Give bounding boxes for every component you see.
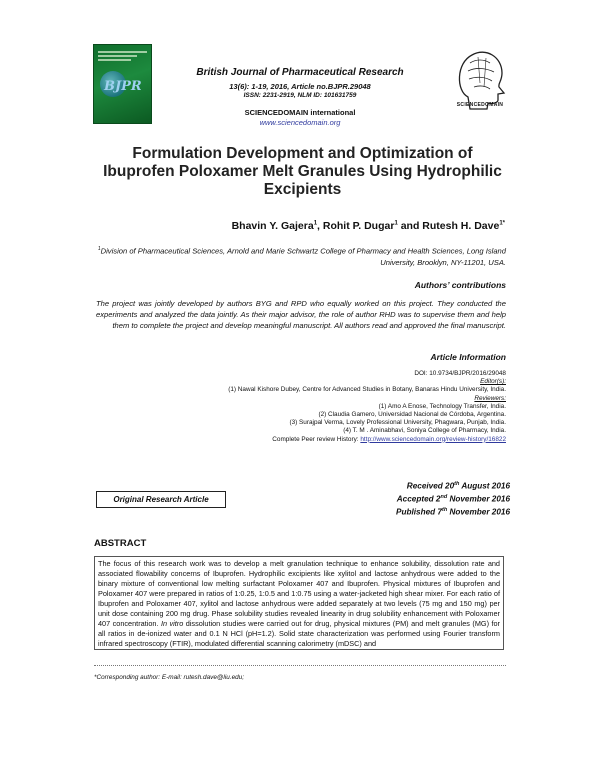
review-history-link[interactable]: http://www.sciencedomain.org/review-history/16822 xyxy=(360,435,506,443)
review-history: Complete Peer review History: http://www.sciencedomain.org/review-history/16822 xyxy=(272,435,506,443)
publisher-url[interactable]: www.sciencedomain.org xyxy=(259,118,341,127)
author-name: Bhavin Y. Gajera xyxy=(231,220,314,232)
author-name: Rutesh H. Dave xyxy=(422,220,500,232)
editor-label: Editor(s): xyxy=(480,378,506,386)
article-dates xyxy=(330,479,510,519)
abstract-heading: ABSTRACT xyxy=(94,538,147,549)
author-list: Bhavin Y. Gajera$^1$, Rohit P. Dugar$^1$ and Rutesh H. Dave$^{1*}$ xyxy=(231,220,505,232)
reviewer: (4) T. M . Aminabhavi, Soniya College of Pharmacy, India. xyxy=(343,427,506,435)
doi: DOI: 10.9734/BJPR/2016/29048 xyxy=(414,370,506,377)
author-affiliation: $^1$Division of Pharmaceutical Sciences, Arnold and Marie Schwartz College of Pharmacy and Health Sciences, Long Island University, Brooklyn, NY-11201, USA. xyxy=(97,246,506,267)
article-type-badge: Original Research Article xyxy=(96,491,226,508)
reviewer: (1) Amo A Enose, Technology Transfer, India. xyxy=(378,402,506,410)
publisher-name: SCIENCEDOMAIN international xyxy=(244,108,356,117)
author-name: Rohit P. Dugar xyxy=(322,220,395,232)
journal-name: British Journal of Pharmaceutical Research xyxy=(196,67,404,78)
journal-cover-image xyxy=(93,44,152,124)
published-date: Published 7th November 2016 xyxy=(396,507,510,518)
corresponding-author-footnote: *Corresponding author: E-mail: rutesh.dave@liu.edu; xyxy=(94,674,245,681)
contributions-heading: Authors’ contributions xyxy=(414,280,506,290)
publisher-logo-text: SCIENCEDOMAIN xyxy=(456,102,504,108)
contributions-text: The project was jointly developed by authors BYG and RPD who equally worked on this project. They conducted the experiments and analyzed the data jointly. As their major advisor, the role of author RHD was to supervise them and help them to complete the project and develop meaningful manuscript. All authors read and approved the final manuscript. xyxy=(96,299,506,330)
article-info-block xyxy=(96,370,506,444)
reviewer: (2) Claudia Gamero, Universidad Nacional de Córdoba, Argentina. xyxy=(318,411,506,419)
accepted-date: Accepted 2nd November 2016 xyxy=(396,494,510,504)
abstract-text: The focus of this research work was to develop a melt granulation technique to enhance solubility, dissolution rate and associated flowability concerns of Ibuprofen. Hydrophilic excipients like xylitol and lactose anhydrous were added to the binary mixture of conventional low melting surfactant Poloxamer 407 and Ibuprofen. Physical mixtures of Ibuprofen and Poloxamer 407 were prepared in ratios of 1:0.25, 1:0.5 and 1:0.75 using a water-jacketed high shear mixer. For each ratio of Ibuprofen and Poloxamer 407, xylitol and lactose anhydrous were added separately at two levels (75 mg and 150 mg) per unit dose containing 200 mg drug. Phase solubility studies revealed linearity in drug solubility enhancement with Poloxamer 407 concentration. In vitro dissolution studies were carried out for drug, physical mixtures (PM) and melt granules (MG) for all ratios in de-ionized water and 0.1 N HCl (pH=1.2). Solid state characterization was performed using Fourier transform infrared spectroscopy (FTIR), modulated differential scanning calorimetry (mDSC) and xyxy=(94,556,504,650)
reviewers-label: Reviewers: xyxy=(474,394,506,402)
journal-issn: ISSN: 2231-2919, NLM ID: 101631759 xyxy=(243,92,357,99)
journal-cover-mark: BJPR xyxy=(104,79,142,94)
reviewer: (3) Surajpal Verma, Lovely Professional University, Phagwara, Punjab, India. xyxy=(289,419,506,427)
journal-volume: 13(6): 1-19, 2016, Article no.BJPR.29048 xyxy=(229,82,371,91)
article-title: Formulation Development and Optimization of Ibuprofen Poloxamer Melt Granules Using Hydrophilic Excipients xyxy=(103,145,502,198)
editor: (1) Nawal Kishore Dubey, Centre for Advanced Studies in Botany, Banaras Hindu University, India. xyxy=(228,386,506,394)
footnote-divider xyxy=(94,665,506,666)
article-info-heading: Article Information xyxy=(430,352,506,362)
received-date: Received 20th August 2016 xyxy=(406,481,510,491)
